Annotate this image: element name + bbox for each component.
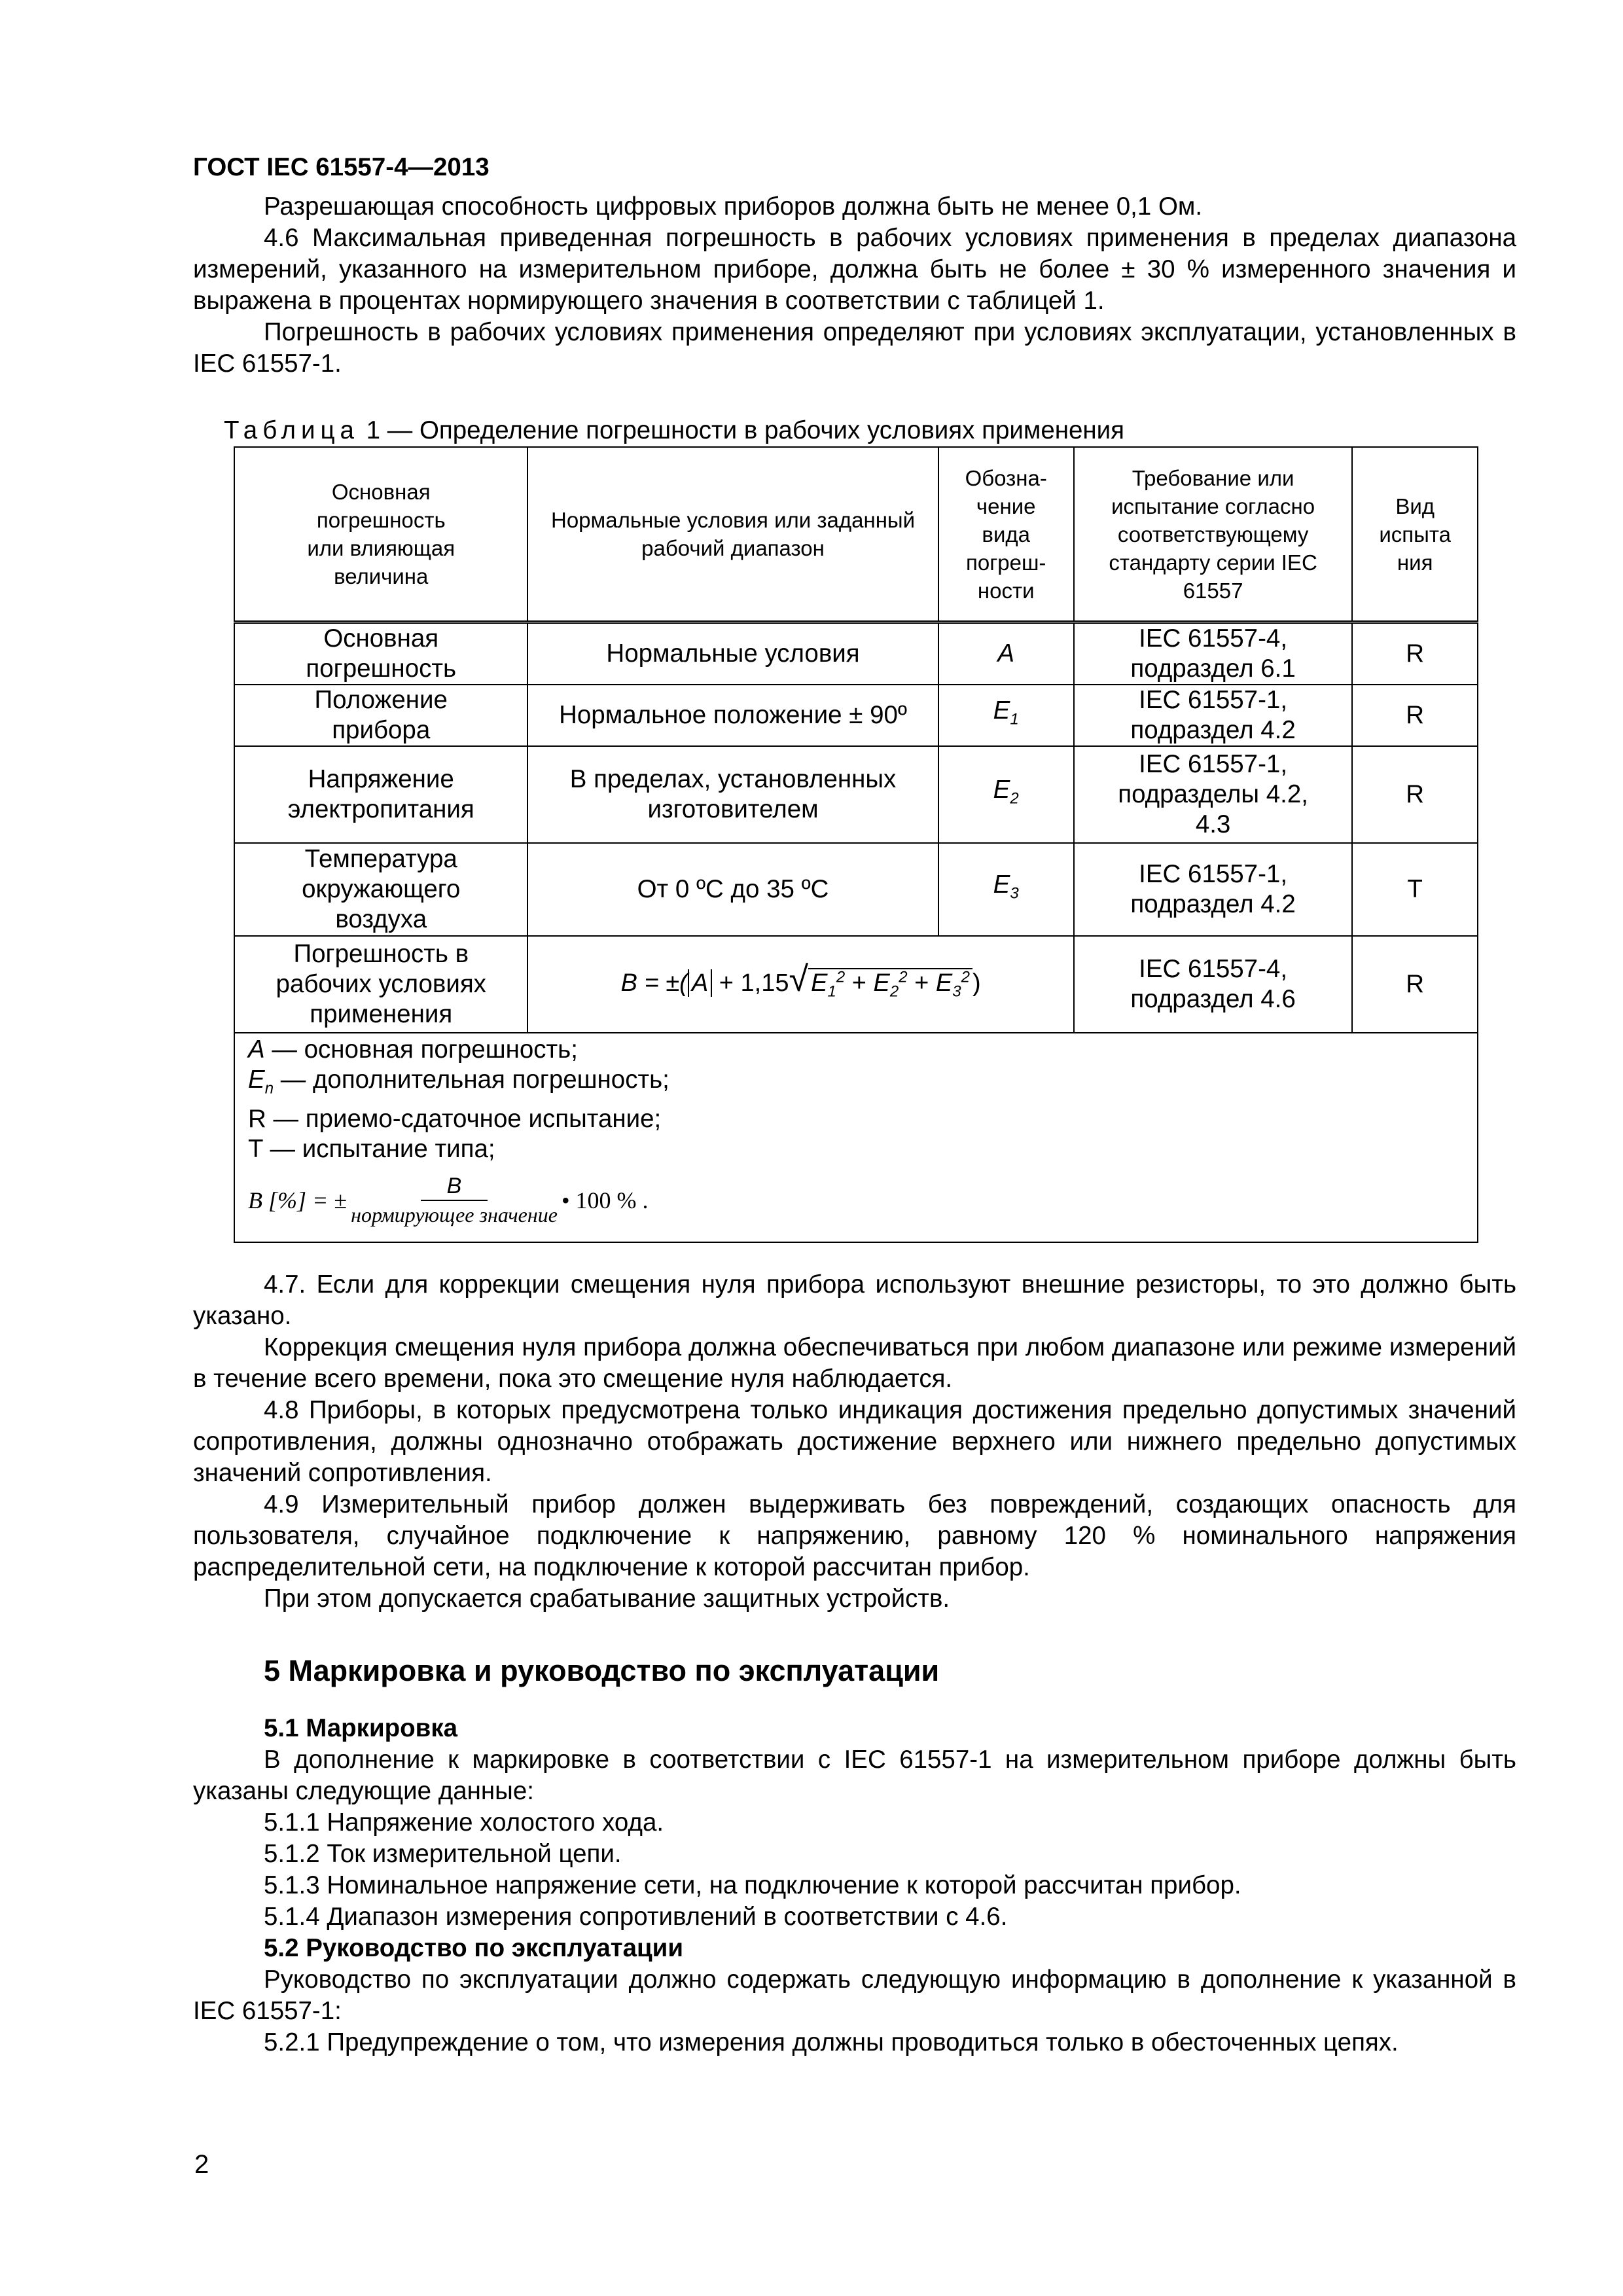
paragraph-4-6: 4.6 Максимальная приведенная погрешность в рабочих условиях применения в пределах диапазона измерений, указанного на измерительном приборе, должна быть не более ± 30 % измеренного значения и выражена в процентах нормирующего значения в соответствии с таблицей 1. — [193, 224, 1516, 315]
list-item: 5.1.3 Номинальное напряжение сети, на подключение к которой рассчитан прибор. — [264, 1871, 1241, 1899]
cell-quantity: Напряжение электропитания — [234, 746, 527, 843]
note-line — [248, 1104, 1467, 1134]
designation-subscript: 2 — [1010, 789, 1019, 808]
formula-b-sup: 2 — [836, 967, 846, 986]
page-number: 2 — [194, 2150, 209, 2179]
formula-b-sub: 3 — [952, 982, 961, 1001]
table-caption — [224, 415, 1516, 446]
designation-subscript: 3 — [1010, 884, 1019, 903]
cell-quantity: Положение прибора — [234, 685, 527, 746]
table-row — [234, 746, 1478, 843]
formula-b-sup: 2 — [899, 967, 908, 986]
designation-symbol: E — [993, 696, 1010, 725]
list-item: 5.1.2 Ток измерительной цепи. — [264, 1839, 622, 1868]
cell-requirement: IEC 61557-4, подраздел 4.6 — [1074, 936, 1353, 1033]
header-conditions: Нормальные условия или заданный рабочий диапазон — [527, 447, 938, 622]
fraction-denominator: нормирующее значение — [351, 1202, 558, 1227]
paragraph-5-1: В дополнение к маркировке в соответствии с IEC 61557-1 на измерительном приборе должны быть указаны следующие данные: — [193, 1745, 1516, 1805]
note-line — [248, 1134, 1467, 1164]
formula-b-radicand — [808, 967, 972, 1001]
cell-requirement: IEC 61557-4, подраздел 6.1 — [1074, 622, 1353, 685]
header-test-type: Вид испыта ния — [1352, 447, 1478, 622]
cell-designation — [938, 685, 1074, 746]
paragraph-zero-correction: Коррекция смещения нуля прибора должна обеспечиваться при любом диапазоне или режиме измерений в течение всего времени, пока это смещение нуля наблюдается. — [193, 1333, 1516, 1393]
formula-fraction — [351, 1172, 558, 1229]
list-item: 5.1.1 Напряжение холостого хода. — [264, 1808, 664, 1837]
note-symbol: E — [248, 1066, 265, 1094]
formula-b-abs-a: A — [688, 969, 712, 997]
table-caption-prefix: Таблица — [224, 416, 359, 444]
paragraph-4-8: 4.8 Приборы, в которых предусмотрена только индикация достижения предельно допустимых значений сопротивления, должны однозначно отображать достижение верхнего или нижнего предельно допустимых значений сопротивления. — [193, 1395, 1516, 1487]
formula-percent — [248, 1172, 1467, 1229]
paragraph-operating-error: Погрешность в рабочих условиях применения определяют при условиях эксплуатации, установленных в IEC 61557-1. — [193, 318, 1516, 378]
designation-symbol: A — [997, 639, 1015, 668]
cell-quantity: Основная погрешность — [234, 622, 527, 685]
cell-conditions: Нормальные условия — [527, 622, 938, 685]
cell-test-type: R — [1352, 685, 1478, 746]
subsection-5-1-title: 5.1 Маркировка — [264, 1713, 458, 1742]
note-text: T — испытание типа; — [248, 1134, 495, 1163]
table-notes-row — [234, 1033, 1478, 1242]
cell-requirement: IEC 61557-1, подразделы 4.2, 4.3 — [1074, 746, 1353, 843]
formula-b-sup: 2 — [961, 967, 970, 986]
formula-b-mid: + 1,15 — [712, 969, 789, 997]
cell-requirement: IEC 61557-1, подраздел 4.2 — [1074, 843, 1353, 936]
paragraph-resolution: Разрешающая способность цифровых приборов должна быть не менее 0,1 Ом. — [264, 192, 1203, 221]
cell-conditions: От 0 ºС до 35 ºС — [527, 843, 938, 936]
formula-percent-lhs: B [%] = ± — [248, 1187, 348, 1213]
formula-b-sub: 1 — [827, 982, 836, 1001]
cell-test-type: R — [1352, 746, 1478, 843]
formula-b — [620, 959, 981, 1001]
section-5-title: 5 Маркировка и руководство по эксплуатации — [264, 1653, 940, 1687]
formula-b-plus: + — [907, 969, 936, 997]
cell-test-type: R — [1352, 936, 1478, 1033]
note-line — [248, 1035, 1467, 1065]
formula-b-term: E — [811, 969, 828, 997]
paragraph-5-2: Руководство по эксплуатации должно содержать следующую информацию в дополнение к указанной в IEC 61557-1: — [193, 1965, 1516, 2025]
fraction-numerator: B — [421, 1172, 488, 1201]
formula-percent-rhs: • 100 % . — [561, 1187, 649, 1213]
cell-quantity: Погрешность в рабочих условиях применения — [234, 936, 527, 1033]
subsection-5-2-title: 5.2 Руководство по эксплуатации — [264, 1933, 684, 1962]
cell-formula-b — [527, 936, 1073, 1033]
cell-test-type: T — [1352, 843, 1478, 936]
formula-b-term: E — [935, 969, 953, 997]
note-text: R — приемо-сдаточное испытание; — [248, 1104, 662, 1133]
paragraph-protective: При этом допускается срабатывание защитных устройств. — [264, 1584, 950, 1613]
cell-requirement: IEC 61557-1, подраздел 4.2 — [1074, 685, 1353, 746]
table-row — [234, 622, 1478, 685]
page-content — [193, 152, 1516, 2058]
cell-test-type: R — [1352, 622, 1478, 685]
cell-quantity: Температура окружающего воздуха — [234, 843, 527, 936]
cell-designation — [938, 746, 1074, 843]
error-table — [234, 446, 1478, 1243]
note-text: — основная погрешность; — [264, 1035, 578, 1064]
note-line — [248, 1065, 1467, 1104]
formula-b-lhs: B = ±( — [620, 969, 688, 997]
note-text: — дополнительная погрешность; — [274, 1066, 669, 1094]
note-symbol: A — [248, 1035, 265, 1064]
cell-conditions: Нормальное положение ± 90º — [527, 685, 938, 746]
note-subscript: n — [264, 1079, 274, 1098]
table-row — [234, 685, 1478, 746]
designation-subscript: 1 — [1010, 710, 1019, 728]
formula-b-sub: 2 — [889, 982, 899, 1001]
cell-conditions: В пределах, установленных изготовителем — [527, 746, 938, 843]
table-row — [234, 936, 1478, 1033]
cell-designation — [938, 843, 1074, 936]
list-item: 5.1.4 Диапазон измерения сопротивлений в соответствии с 4.6. — [264, 1902, 1008, 1931]
designation-symbol: E — [993, 776, 1010, 804]
formula-b-plus: + — [845, 969, 874, 997]
sqrt-icon: √ — [789, 959, 809, 999]
table-notes — [234, 1033, 1478, 1242]
cell-designation — [938, 622, 1074, 685]
paragraph-4-9: 4.9 Измерительный прибор должен выдерживать без повреждений, создающих опасность для пользователя, случайное подключение к напряжению, равному 120 % номинального напряжения распределительной сети, на подключение к которой рассчитан прибор. — [193, 1490, 1516, 1581]
formula-b-close: ) — [972, 969, 981, 997]
list-item: 5.2.1 Предупреждение о том, что измерения должны проводиться только в обесточенных цепях. — [264, 2028, 1399, 2056]
formula-b-term: E — [873, 969, 890, 997]
table-caption-title: 1 — Определение погрешности в рабочих условиях применения — [359, 416, 1125, 444]
paragraph-4-7: 4.7. Если для коррекции смещения нуля прибора используют внешние резисторы, то это должно быть указано. — [193, 1270, 1516, 1330]
table-header-row — [234, 447, 1478, 622]
standard-header: ГОСТ IEC 61557-4—2013 — [193, 153, 490, 181]
table-row — [234, 843, 1478, 936]
header-designation: Обозна-чение вида погреш-ности — [938, 447, 1074, 622]
header-requirement: Требование или испытание согласно соответствующему стандарту серии IEC 61557 — [1074, 447, 1353, 622]
header-quantity: Основная погрешность или влияющая величина — [234, 447, 527, 622]
designation-symbol: E — [993, 870, 1010, 899]
